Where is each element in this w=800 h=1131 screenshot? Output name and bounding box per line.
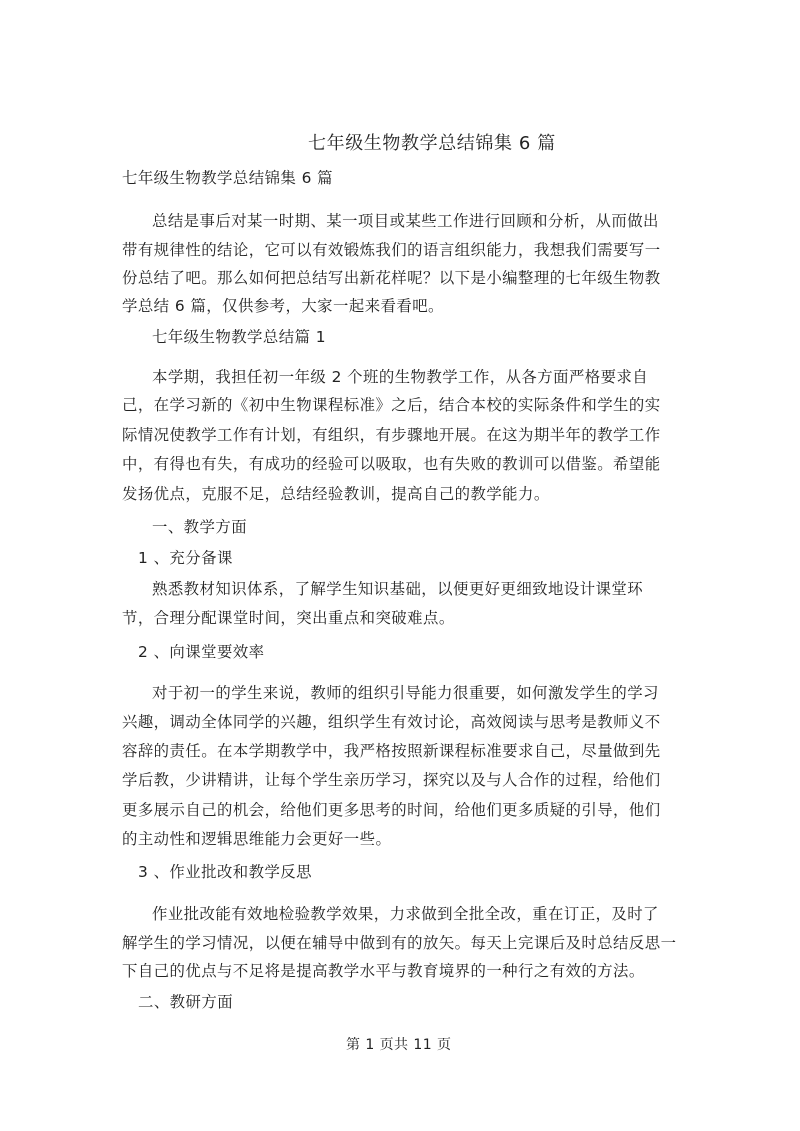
item-line: 的主动性和逻辑思维能力会更好一些。	[122, 830, 392, 848]
item-line: 更多展示自己的机会，给他们更多思考的时间，给他们更多质疑的引导，他们	[122, 801, 661, 819]
intro-line: 学总结 6 篇，仅供参考，大家一起来看看吧。	[122, 297, 444, 315]
item-line: 解学生的学习情况，以便在辅导中做到有的放矢。每天上完课后及时总结反思一	[122, 934, 677, 952]
item-line: 熟悉教材知识体系，了解学生知识基础，以便更好更细致地设计课堂环	[152, 580, 644, 598]
intro-line: 总结是事后对某一时期、某一项目或某些工作进行回顾和分析，从而做出	[152, 212, 659, 230]
item-title: 3 、作业批改和教学反思	[138, 863, 312, 881]
item-line: 作业批改能有效地检验教学效果，力求做到全批全改，重在订正，及时了	[152, 905, 659, 923]
item-line: 节，合理分配课堂时间，突出重点和突破难点。	[122, 609, 455, 627]
paragraph-line: 本学期，我担任初一年级 2 个班的生物教学工作，从各方面严格要求自	[152, 368, 649, 386]
item-line: 兴趣，调动全体同学的兴趣，组织学生有效讨论，高效阅读与思考是教师义不	[122, 713, 661, 731]
paragraph-line: 中，有得也有失，有成功的经验可以吸取，也有失败的教训可以借鉴。希望能	[122, 455, 661, 473]
item-line: 下自己的优点与不足将是提高教学水平与教育境界的一种行之有效的方法。	[122, 962, 645, 980]
item-title: 2 、向课堂要效率	[138, 643, 265, 661]
item-line: 对于初一的学生来说，教师的组织引导能力很重要，如何激发学生的学习	[152, 684, 659, 702]
intro-line: 份总结了吧。那么如何把总结写出新花样呢？以下是小编整理的七年级生物教	[122, 269, 661, 287]
heading-research: 二、教研方面	[138, 993, 234, 1011]
document-subtitle: 七年级生物教学总结锦集 6 篇	[122, 169, 334, 187]
paragraph-line: 发扬优点，克服不足，总结经验教训，提高自己的教学能力。	[122, 485, 550, 503]
item-line: 学后教，少讲精讲，让每个学生亲历学习，探究以及与人合作的过程，给他们	[122, 771, 661, 789]
intro-line: 带有规律性的结论，它可以有效锻炼我们的语言组织能力，我想我们需要写一	[122, 241, 661, 259]
paragraph-line: 己，在学习新的《初中生物课程标准》之后，结合本校的实际条件和学生的实	[122, 396, 661, 414]
section-title: 七年级生物教学总结篇 1	[152, 328, 326, 346]
paragraph-line: 际情况使教学工作有计划，有组织，有步骤地开展。在这为期半年的教学工作	[122, 426, 661, 444]
document-title: 七年级生物教学总结锦集 6 篇	[308, 133, 556, 154]
item-title: 1 、充分备课	[138, 549, 233, 567]
item-line: 容辞的责任。在本学期教学中，我严格按照新课程标准要求自己，尽量做到先	[122, 742, 661, 760]
page-number: 第 1 页共 11 页	[346, 1037, 452, 1053]
heading-teaching: 一、教学方面	[152, 518, 248, 536]
